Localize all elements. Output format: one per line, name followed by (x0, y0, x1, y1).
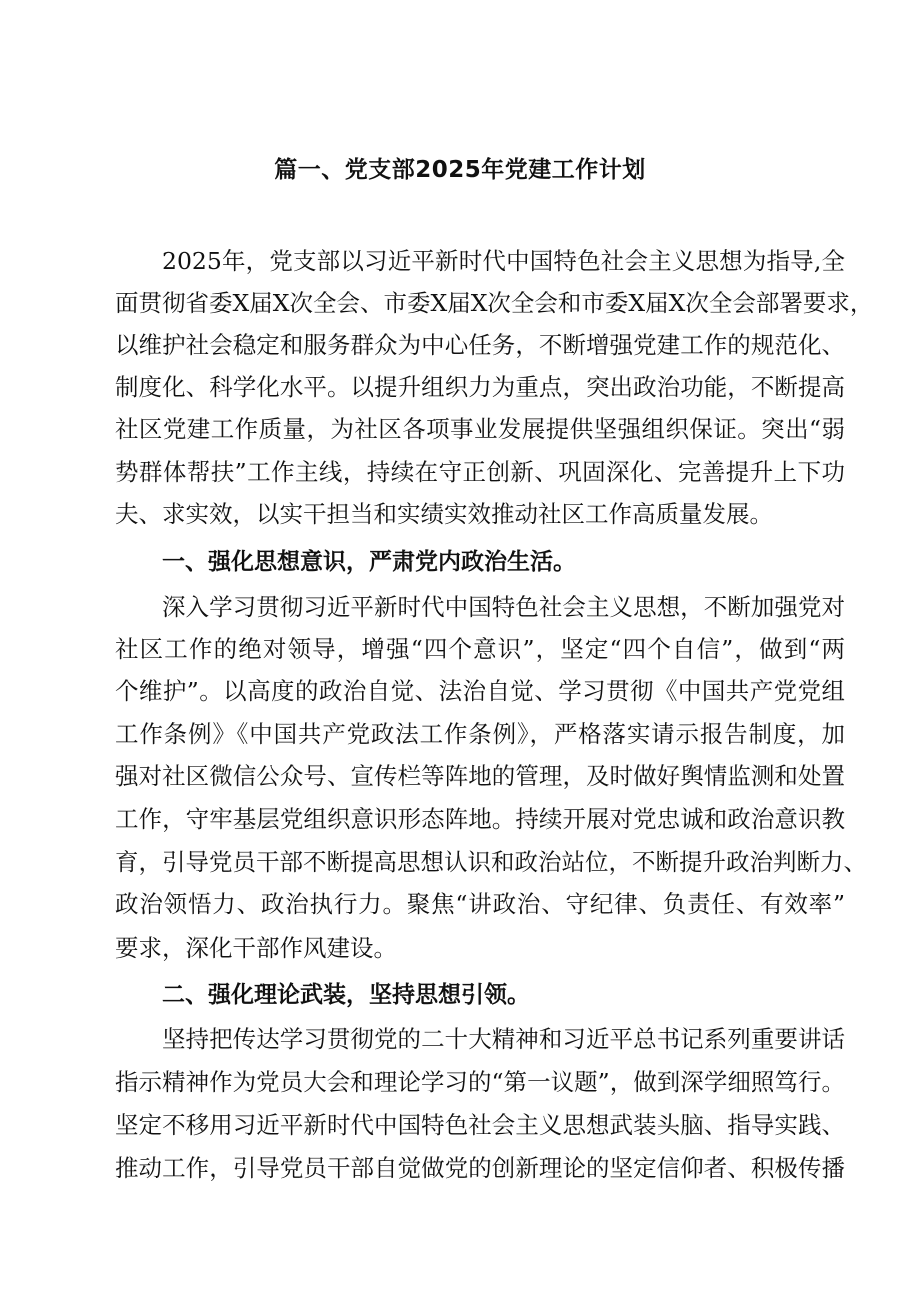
text-line: 坚持把传达学习贯彻党的二十大精神和习近平总书记系列重要讲话 (162, 1025, 845, 1053)
text-line: 制度化、科学化水平。以提升组织力为重点，突出政治功能，不断提高 (115, 373, 845, 401)
section-heading: 二、强化理论武装，坚持思想引领。 (162, 982, 530, 1008)
text-line: 社区工作的绝对领导，增强“四个意识”，坚定“四个自信”，做到“两 (115, 635, 845, 663)
document-title: 篇一、党支部2025年党建工作计划 (274, 157, 646, 183)
text-line: 育，引导党员干部不断提高思想认识和政治站位，不断提升政治判断力、 (115, 848, 867, 876)
text-line: 夫、求实效，以实干担当和实绩实效推动社区工作高质量发展。 (115, 500, 773, 528)
text-line: 坚定不移用习近平新时代中国特色社会主义思想武装头脑、指导实践、 (115, 1111, 845, 1139)
text-line: 深入学习贯彻习近平新时代中国特色社会主义思想，不断加强党对 (162, 593, 845, 621)
text-line: 势群体帮扶”工作主线，持续在守正创新、巩固深化、完善提升上下功 (115, 458, 845, 486)
text-line: 推动工作，引导党员干部自觉做党的创新理论的坚定信仰者、积极传播 (115, 1154, 845, 1182)
text-line: 要求，深化干部作风建设。 (115, 934, 397, 962)
text-line: 个维护”。以高度的政治自觉、法治自觉、学习贯彻《中国共产党党组 (115, 677, 845, 705)
text-line: 工作条例》《中国共产党政法工作条例》，严格落实请示报告制度，加 (115, 720, 845, 748)
section-heading: 一、强化思想意识，严肃党内政治生活。 (162, 549, 576, 575)
text-line: 以维护社会稳定和服务群众为中心任务，不断增强党建工作的规范化、 (115, 331, 845, 359)
text-line: 2025年，党支部以习近平新时代中国特色社会主义思想为指导,全 (162, 247, 845, 275)
text-line: 强对社区微信公众号、宣传栏等阵地的管理，及时做好舆情监测和处置 (115, 762, 845, 790)
text-line: 指示精神作为党员大会和理论学习的“第一议题”，做到深学细照笃行。 (115, 1068, 845, 1096)
text-line: 社区党建工作质量，为社区各项事业发展提供坚强组织保证。突出“弱 (115, 415, 845, 443)
text-line: 工作，守牢基层党组织意识形态阵地。持续开展对党忠诚和政治意识教 (115, 805, 845, 833)
text-line: 政治领悟力、政治执行力。聚焦“讲政治、守纪律、负责任、有效率” (115, 890, 845, 918)
text-line: 面贯彻省委X届X次全会、市委X届X次全会和市委X届X次全会部署要求， (115, 289, 874, 317)
